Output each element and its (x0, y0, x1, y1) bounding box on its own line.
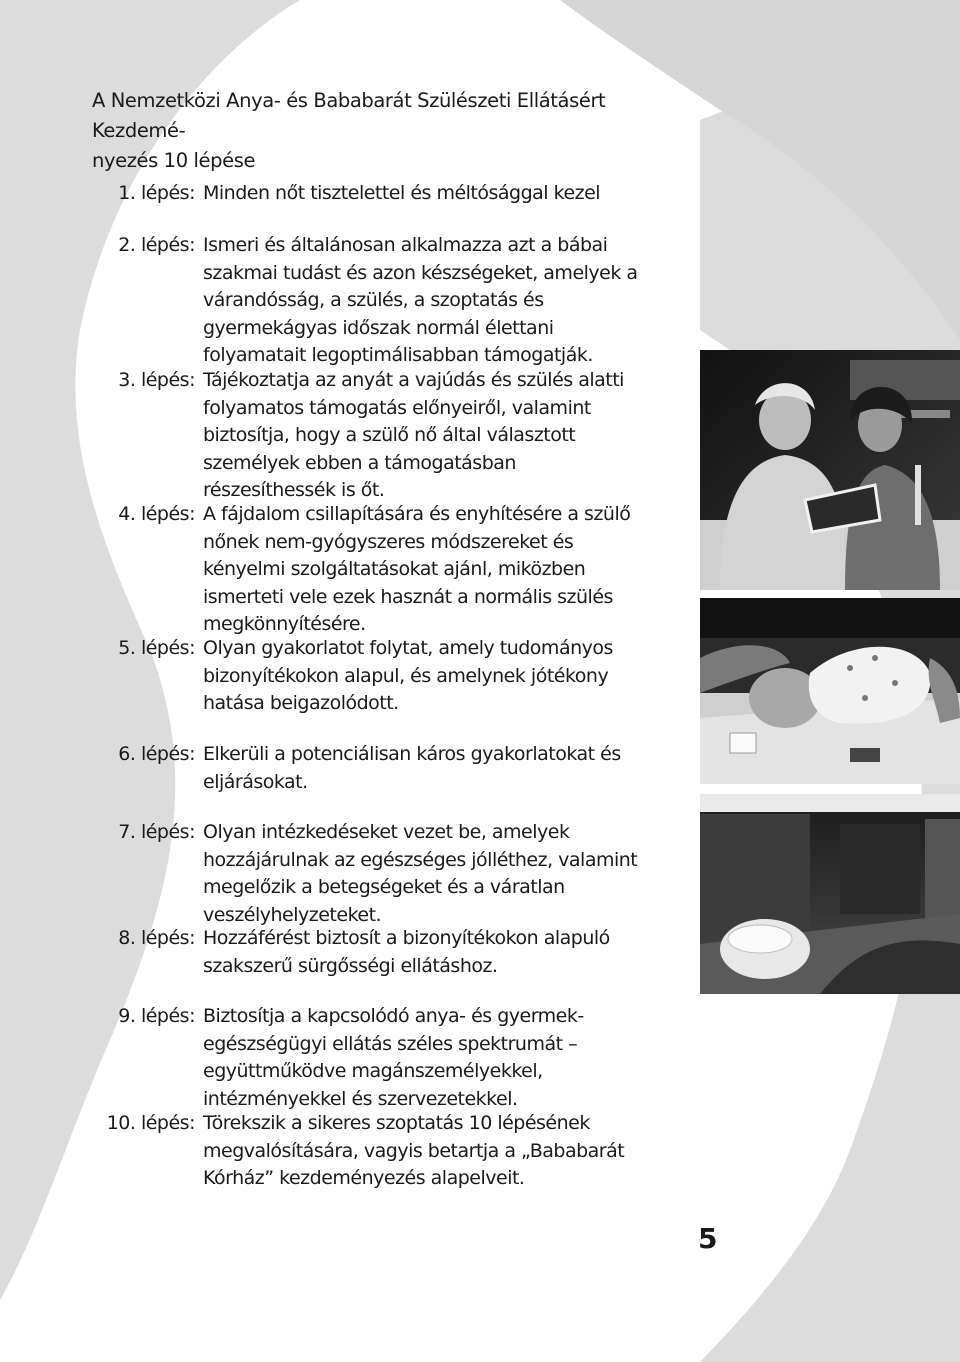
heading-line-1: A Nemzetközi Anya- és Bababarát Szülészeti Ellátásért Kezdemé- (92, 89, 606, 142)
step-word: lépés: (140, 637, 195, 659)
step-text: Olyan gyakorlatot folytat, amely tudományos bizonyítékokon alapul, és amelynek jótékony hatása beigazolódott. (203, 637, 613, 714)
step-5 (100, 635, 660, 718)
step-word: lépés: (140, 369, 195, 391)
step-number: 2. (118, 234, 136, 256)
step-7 (100, 819, 660, 929)
step-text: Ismeri és általánosan alkalmazza azt a bábai szakmai tudást és azon készségeket, amelyek a várandósság, a szülés, a szoptatás és gyermekágyas időszak normál élettani folyamatait legoptimálisabban támogatják. (203, 234, 638, 366)
step-word: lépés: (140, 234, 195, 256)
step-text: A fájdalom csillapítására és enyhítésére a szülő nőnek nem-gyógyszeres módszereket és kényelmi szolgáltatásokat ajánl, miközben ismerteti vele ezek hasznát a normális szülés megkönnyítésére. (203, 503, 631, 635)
step-text: Törekszik a sikeres szoptatás 10 lépésének megvalósítására, vagyis betartja a „Bababarát Kórház” kezdeményezés alapelveit. (203, 1112, 625, 1189)
step-word: lépés: (140, 927, 195, 949)
photo-women-album (700, 350, 960, 590)
step-3 (100, 367, 660, 505)
step-text: Elkerüli a potenciálisan káros gyakorlatokat és eljárásokat. (203, 743, 621, 793)
step-word: lépés: (140, 821, 195, 843)
step-text: Minden nőt tisztelettel és méltósággal kezel (203, 182, 601, 204)
photo-newborn-baby (700, 598, 960, 784)
step-number: 6. (118, 743, 136, 765)
step-number: 7. (118, 821, 136, 843)
step-word: lépés: (140, 503, 195, 525)
step-number: 8. (118, 927, 136, 949)
step-6 (100, 741, 660, 796)
step-2 (100, 232, 660, 370)
step-4 (100, 501, 660, 639)
step-word: lépés: (140, 182, 195, 204)
step-word: lépés: (140, 1112, 195, 1134)
step-text: Tájékoztatja az anyát a vajúdás és szülés alatti folyamatos támogatás előnyeiről, valamint biztosítja, hogy a szülő nő által választott személyek ebben a támogatásban részesíthessék is őt. (203, 369, 624, 501)
step-10 (100, 1110, 660, 1193)
step-text: Olyan intézkedéseket vezet be, amelyek hozzájárulnak az egészséges jólléthez, valamint megelőzik a betegségeket és a váratlan veszélyhelyzeteket. (203, 821, 638, 926)
step-1 (100, 180, 660, 208)
step-number: 10. (106, 1112, 136, 1134)
step-number: 5. (118, 637, 136, 659)
photo-hospital-room (700, 794, 960, 994)
step-word: lépés: (140, 1005, 195, 1027)
heading-line-2: nyezés 10 lépése (92, 149, 256, 172)
step-number: 9. (118, 1005, 136, 1027)
page-number: 5 (698, 1222, 718, 1255)
step-8 (100, 925, 660, 980)
step-number: 3. (118, 369, 136, 391)
step-text: Biztosítja a kapcsolódó anya- és gyermek-egészségügyi ellátás széles spektrumát – együttműködve magánszemélyekkel, intézményekkel és szervezetekkel. (203, 1005, 584, 1110)
step-9 (100, 1003, 660, 1113)
step-text: Hozzáférést biztosít a bizonyítékokon alapuló szakszerű sürgősségi ellátáshoz. (203, 927, 610, 977)
page-heading (92, 86, 652, 176)
step-number: 4. (118, 503, 136, 525)
step-word: lépés: (140, 743, 195, 765)
step-number: 1. (118, 182, 136, 204)
